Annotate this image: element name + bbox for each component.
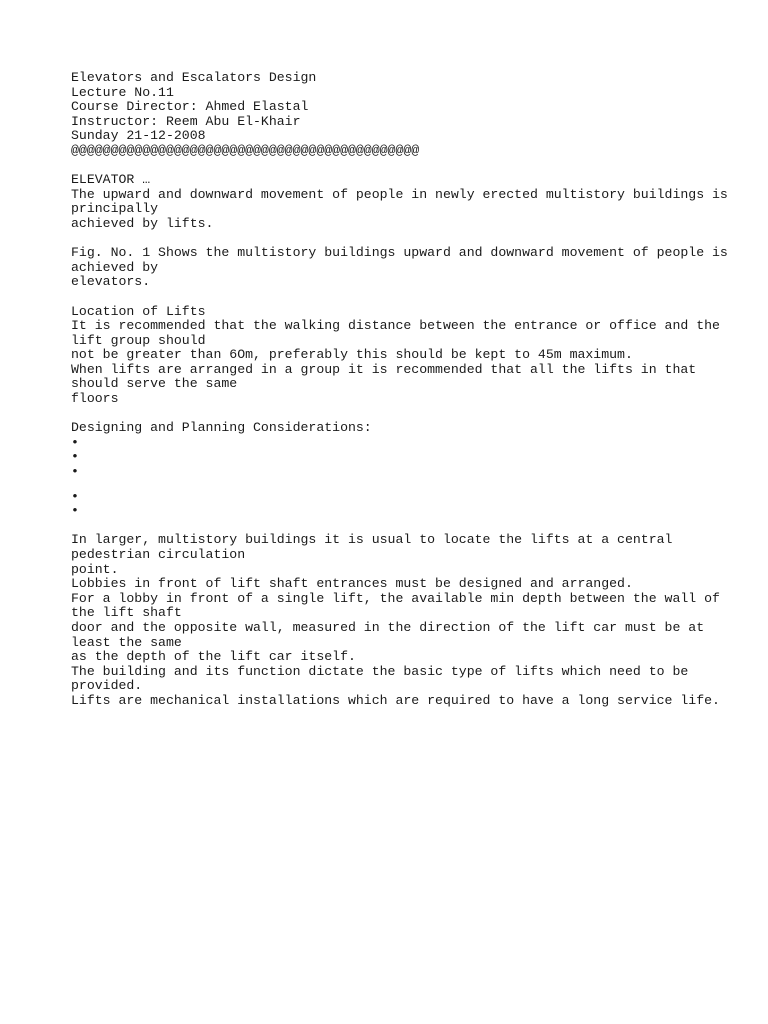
location-text-line: It is recommended that the walking distance between the entrance or office and the: [71, 318, 720, 334]
closing-text-line: Lobbies in front of lift shaft entrances must be designed and arranged.: [71, 576, 633, 592]
figure-text-line: Fig. No. 1 Shows the multistory buildings upward and downward movement of people is: [71, 245, 728, 261]
spacer: [71, 232, 711, 247]
lecture-number: Lecture No.11: [71, 84, 174, 100]
figure-text-line: elevators.: [71, 274, 151, 290]
spacer: [71, 290, 711, 305]
location-heading: Location of Lifts: [71, 303, 206, 319]
considerations-heading: Designing and Planning Considerations:: [71, 420, 372, 436]
elevator-text-line: achieved by lifts.: [71, 215, 214, 231]
closing-text-line: door and the opposite wall, measured in the direction of the lift car must be at: [71, 619, 705, 635]
closing-text-line: Lifts are mechanical installations which are required to have a long service life.: [71, 692, 720, 708]
location-text-line: When lifts are arranged in a group it is recommended that all the lifts in that: [71, 361, 697, 377]
location-text-line: floors: [71, 391, 119, 407]
bullet-point: •: [71, 488, 79, 504]
spacer: [71, 159, 711, 174]
location-text-line: should serve the same: [71, 376, 238, 392]
document-title: Elevators and Escalators Design: [71, 70, 317, 85]
document-page: [71, 70, 728, 709]
closing-text-line: point.: [71, 561, 119, 577]
spacer: [71, 480, 711, 490]
lecture-date: Sunday 21-12-2008: [71, 128, 206, 144]
location-text-line: not be greater than 6Om, preferably this should be kept to 45m maximum.: [71, 347, 633, 363]
closing-text-line: the lift shaft: [71, 605, 182, 621]
closing-text-line: For a lobby in front of a single lift, the available min depth between the wall of: [71, 590, 720, 606]
spacer: [71, 407, 711, 422]
spacer: [71, 519, 711, 534]
instructor: Instructor: Reem Abu El-Khair: [71, 113, 301, 129]
divider-line: @@@@@@@@@@@@@@@@@@@@@@@@@@@@@@@@@@@@@@@@@@@@: [71, 142, 420, 158]
course-director: Course Director: Ahmed Elastal: [71, 99, 309, 115]
closing-text-line: least the same: [71, 634, 182, 650]
elevator-heading: ELEVATOR …: [71, 172, 151, 188]
bullet-point: •: [71, 449, 79, 465]
elevator-text-line: The upward and downward movement of people in newly erected multistory buildings is: [71, 186, 728, 202]
elevator-text-line: principally: [71, 201, 159, 217]
bullet-point: •: [71, 434, 79, 450]
closing-text-line: In larger, multistory buildings it is usual to locate the lifts at a central: [71, 532, 673, 548]
closing-text-line: provided.: [71, 678, 143, 694]
figure-text-line: achieved by: [71, 259, 159, 275]
closing-text-line: pedestrian circulation: [71, 547, 246, 562]
bullet-point: •: [71, 464, 79, 480]
location-text-line: lift group should: [71, 332, 206, 348]
closing-text-line: as the depth of the lift car itself.: [71, 649, 356, 665]
closing-text-line: The building and its function dictate the basic type of lifts which need to be: [71, 663, 689, 679]
bullet-point: •: [71, 503, 79, 519]
